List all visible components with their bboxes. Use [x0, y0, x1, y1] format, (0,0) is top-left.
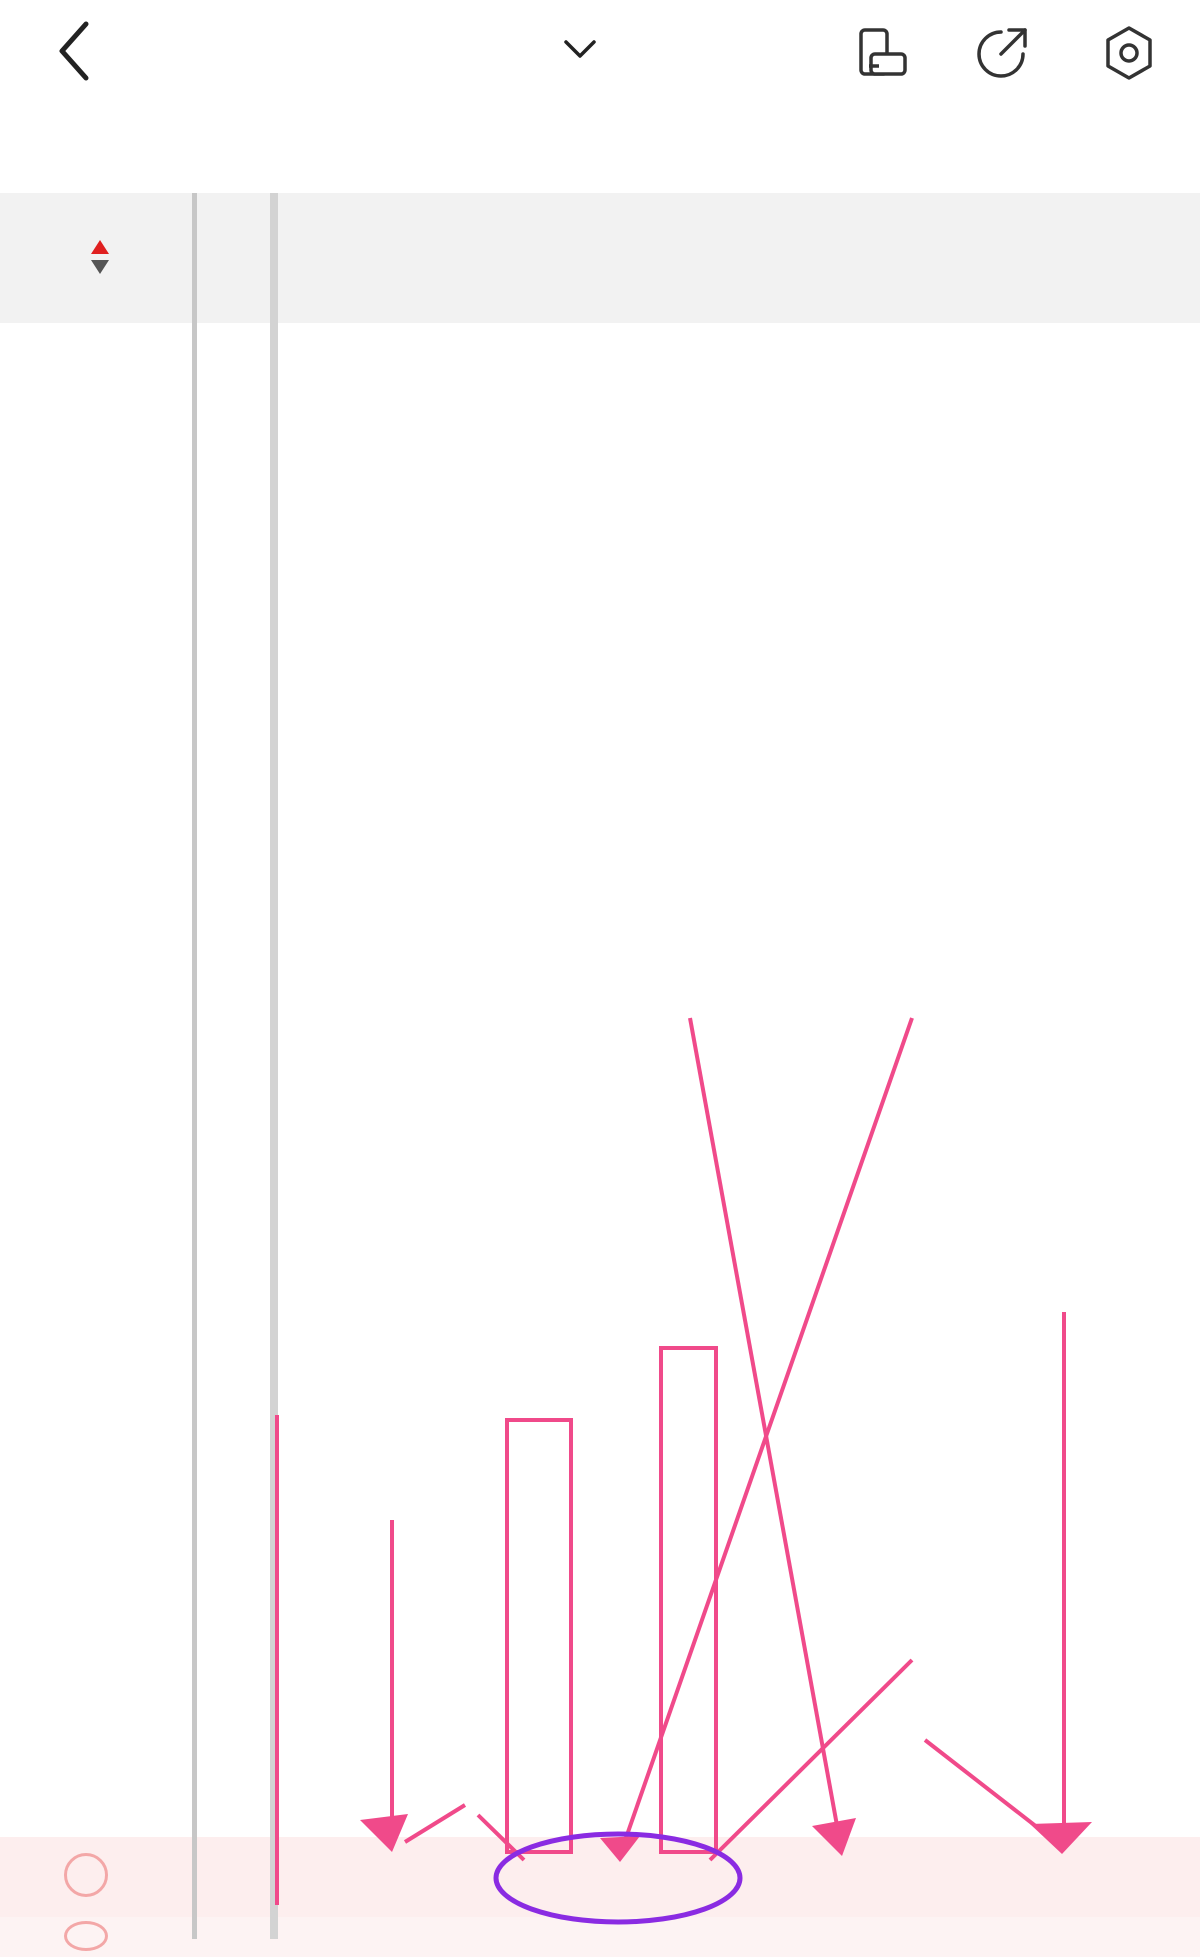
rotate-screen-icon[interactable]	[855, 24, 913, 82]
sort-icon[interactable]	[89, 238, 109, 278]
select-number-row[interactable]	[0, 1837, 1200, 1917]
table-header	[0, 193, 1200, 323]
column-divider	[192, 193, 197, 1939]
column-divider	[270, 193, 278, 1939]
select-radio[interactable]	[64, 1921, 108, 1951]
period-header[interactable]	[0, 193, 192, 323]
back-arrow-icon[interactable]	[52, 18, 112, 84]
chevron-down-icon[interactable]	[560, 30, 600, 70]
top-bar	[0, 0, 1200, 105]
trend-table	[0, 323, 1200, 1939]
settings-icon[interactable]	[1100, 24, 1158, 82]
share-icon[interactable]	[973, 24, 1031, 82]
select-radio[interactable]	[64, 1853, 108, 1897]
zone-header	[280, 193, 1180, 258]
select-number-row-2[interactable]	[0, 1917, 1200, 1957]
week-header	[196, 193, 268, 323]
